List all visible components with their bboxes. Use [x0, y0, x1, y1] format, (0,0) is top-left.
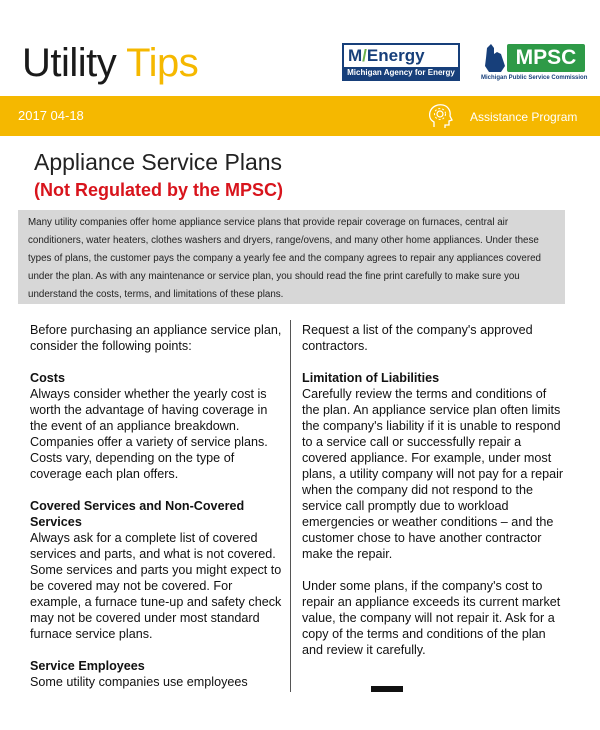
program-label: Assistance Program [470, 110, 578, 124]
article-subtitle: (Not Regulated by the MPSC) [34, 180, 284, 200]
mpsc-logo-subtitle: Michigan Public Service Commission [481, 75, 588, 81]
mpsc-logo-name: MPSC [507, 44, 585, 72]
left-column [30, 322, 282, 690]
section-body-covered-services: Always ask for a complete list of covered services and parts, and what is not covered. Some services and parts you might expect to be covered may not be covered. For example, a furnace tune-up and safety check may not be covered under most standard furnace service plans. [30, 531, 282, 641]
head-gear-icon [425, 101, 455, 131]
mpsc-logo [481, 40, 587, 84]
title-word-tips: Tips [126, 41, 199, 85]
section-heading-service-employees: Service Employees [30, 659, 145, 673]
footer-mark [371, 686, 403, 692]
right-lead: Request a list of the company's approved contractors. [302, 323, 533, 353]
section-heading-liabilities: Limitation of Liabilities [302, 371, 440, 385]
mi-energy-logo-brand: M/Energy [348, 46, 425, 65]
article-title: Appliance Service Plans [34, 149, 283, 175]
section-heading-covered-services: Covered Services and Non-Covered Services [30, 499, 245, 529]
page-title [22, 40, 198, 86]
intro-box: Many utility companies offer home appliance service plans that provide repair coverage on furnaces, central air conditioners, water heaters, clothes washers and dryers, range/ovens, and many other home appliances. Under these types of plans, the customer pays the company a yearly fee and the company agrees to repair any appliances covered under the plan. As with any maintenance or service plan, you should read the fine print carefully to make sure you understand the costs, terms, and limitations of these plans. [18, 210, 565, 304]
column-divider [290, 320, 291, 692]
title-word-utility: Utility [22, 41, 117, 85]
section-body-service-employees: Some utility companies use employees [30, 675, 248, 689]
section-body-liabilities: Carefully review the terms and conditions of the plan. An appliance service plan often limits the company's liability if it is unable to respond to a service call or successfully repair a covered appliance. For example, under most plans, a utility company will not pay for a repair when the company did not respond to the service call promptly due to workload emergencies or weather conditions – and the customer chose to have another contractor make the repair. [302, 387, 564, 561]
mi-energy-logo [342, 43, 460, 81]
michigan-map-icon [481, 42, 509, 74]
section-body-costs: Always consider whether the yearly cost is worth the advantage of having coverage in the event of an appliance breakdown. Companies offer a variety of service plans. Costs vary, depending on the type of coverage each plan offers. [30, 387, 268, 481]
mi-energy-logo-tagline: Michigan Agency for Energy [344, 67, 458, 79]
publication-date: 2017 04-18 [18, 108, 84, 123]
left-lead: Before purchasing an appliance service plan, consider the following points: [30, 323, 282, 353]
right-column [302, 322, 567, 658]
right-closing: Under some plans, if the company's cost to repair an appliance exceeds its current market value, the company will not repair it. Ask for a copy of the terms and conditions of the plan and review it carefully. [302, 579, 561, 657]
header-band [0, 96, 600, 136]
section-heading-costs: Costs [30, 371, 65, 385]
